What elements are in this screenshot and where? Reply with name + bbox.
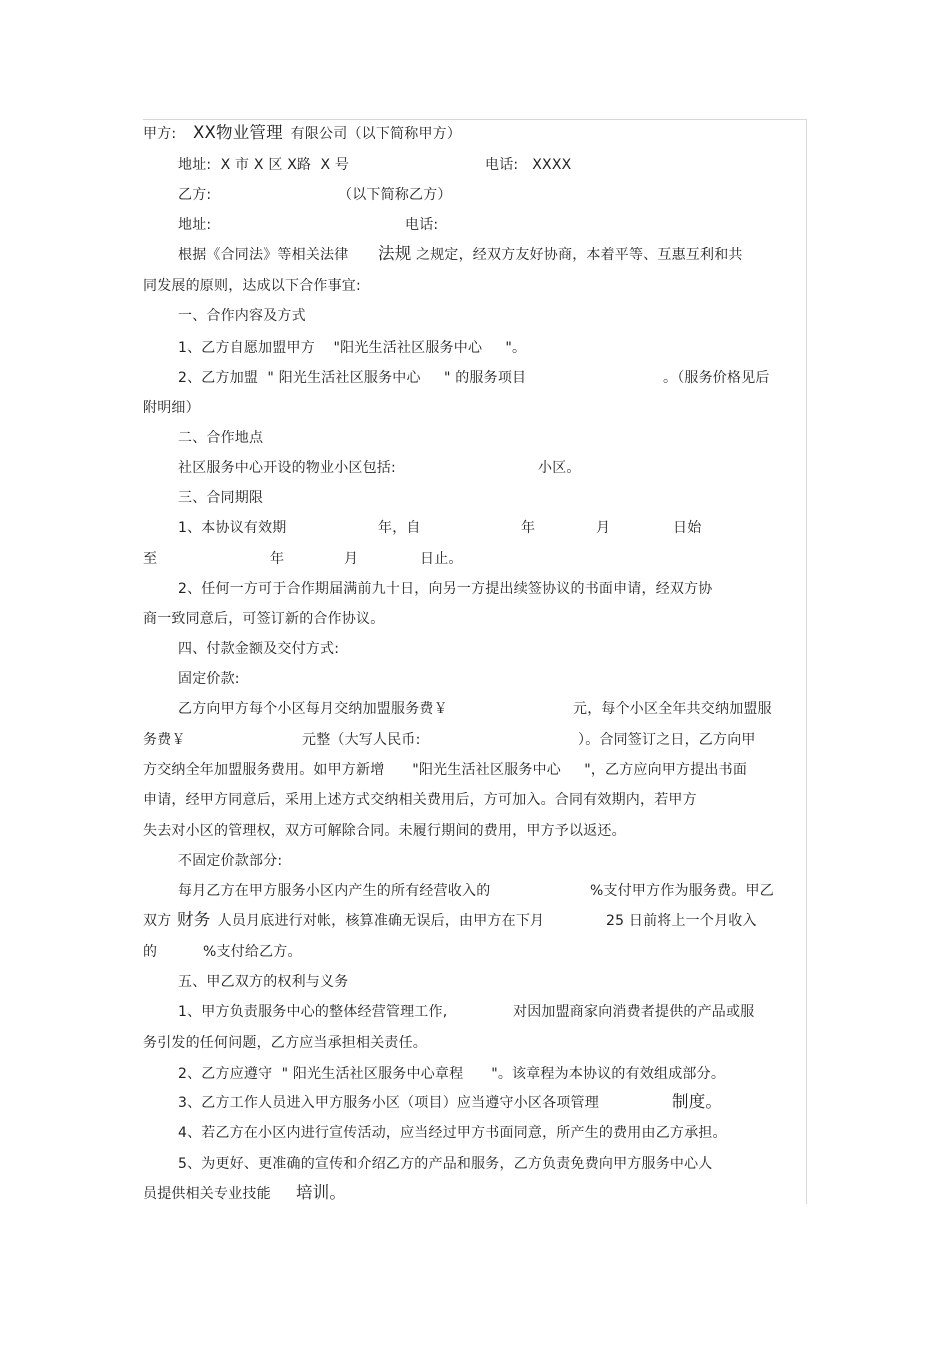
party-a-phone: 电话: XXXX: [485, 157, 572, 173]
preamble-part1: 根据《合同法》等相关法律: [178, 247, 349, 263]
location-clause: 社区服务中心开设的物业小区包括:: [178, 460, 396, 476]
variable-price-line1: 每月乙方在甲方服务小区内产生的所有经营收入的: [178, 883, 491, 899]
term-end-day: 日止。: [420, 551, 463, 567]
preamble-part2: 之规定，经双方友好协商，本着平等、互惠互利和共: [416, 247, 743, 263]
preamble-line2: 同发展的原则，达成以下合作事宜:: [143, 278, 361, 294]
variable-price-line3-end: %支付给乙方。: [203, 944, 302, 960]
party-b-label: 乙方:: [178, 187, 212, 203]
variable-price-line1-end: %支付甲方作为服务费。甲乙: [590, 883, 774, 899]
variable-price-line2-start: 双方: [143, 913, 177, 929]
duty-2: 2、乙方应遵守 " 阳光生活社区服务中心章程 "。该章程为本协议的有效组成部分。: [178, 1066, 726, 1082]
fixed-price-heading: 固定价款:: [178, 671, 240, 687]
clause-1-2: 2、乙方加盟 " 阳光生活社区服务中心 " 的服务项目: [178, 370, 527, 386]
variable-price-line3-start: 的: [143, 944, 158, 960]
fixed-price-line1-end: 元，每个小区全年共交纳加盟服: [573, 701, 772, 717]
term-year-from: 年，自: [378, 520, 421, 536]
fixed-price-line3: 方交纳全年加盟服务费用。如甲方新增 "阳光生活社区服务中心 "，乙方应向甲方提出书面: [143, 762, 748, 778]
term-start-month: 月: [596, 520, 611, 536]
party-b-phone: 电话:: [405, 217, 439, 233]
fixed-price-line2-mid: 元整（大写人民币:: [302, 732, 421, 748]
fixed-price-line5: 失去对小区的管理权，双方可解除合同。未履行期间的费用，甲方予以返还。: [143, 823, 626, 839]
clause-1-2-line2: 附明细）: [143, 400, 200, 416]
location-clause-end: 小区。: [538, 460, 581, 476]
section-3-heading: 三、合同期限: [178, 490, 264, 506]
term-clause: 1、本协议有效期: [178, 520, 287, 536]
duty-5: 5、为更好、更准确的宣传和介绍乙方的产品和服务，乙方负责免费向甲方服务中心人: [178, 1156, 713, 1172]
fixed-price-line1: 乙方向甲方每个小区每月交纳加盟服务费￥: [178, 701, 448, 717]
party-a-address: 地址: X 市 X 区 X路 X 号: [178, 157, 350, 173]
renewal-clause: 2、任何一方可于合作期届满前九十日，向另一方提出续签协议的书面申请，经双方协: [178, 581, 713, 597]
party-b-suffix: （以下简称乙方）: [338, 187, 452, 203]
section-5-heading: 五、甲乙双方的权利与义务: [178, 974, 349, 990]
party-b-address: 地址:: [178, 217, 212, 233]
variable-price-line2-end: 25 日前将上一个月收入: [606, 913, 757, 929]
preamble-law: 法规: [378, 244, 412, 263]
section-1-heading: 一、合作内容及方式: [178, 308, 306, 324]
duty-5-training: 培训。: [296, 1183, 347, 1202]
fixed-price-line2-end: ）。合同签订之日，乙方向甲: [578, 732, 756, 748]
term-start-year: 年: [521, 520, 536, 536]
duty-1: 1、甲方负责服务中心的整体经营管理工作,: [178, 1004, 448, 1020]
duty-3-rules: 制度。: [672, 1092, 723, 1111]
party-a-suffix: 有限公司（以下简称甲方）: [286, 126, 462, 142]
term-start-day: 日始: [673, 520, 702, 536]
term-end-month: 月: [344, 551, 359, 567]
duty-3: 3、乙方工作人员进入甲方服务小区（项目）应当遵守小区各项管理: [178, 1095, 599, 1111]
section-4-heading: 四、付款金额及交付方式:: [178, 641, 340, 657]
duty-4: 4、若乙方在小区内进行宣传活动，应当经过甲方书面同意，所产生的费用由乙方承担。: [178, 1125, 727, 1141]
party-a-name: XX物业管理: [193, 123, 283, 142]
duty-5-line2: 员提供相关专业技能: [143, 1186, 271, 1202]
section-2-heading: 二、合作地点: [178, 430, 264, 446]
fixed-price-line2: 务费￥: [143, 732, 186, 748]
variable-price-finance: 财务: [177, 910, 211, 929]
renewal-clause-line2: 商一致同意后，可签订新的合作协议。: [143, 611, 385, 627]
term-to: 至: [143, 551, 158, 567]
duty-1-line2: 务引发的任何问题，乙方应当承担相关责任。: [143, 1035, 427, 1051]
clause-1-1: 1、乙方自愿加盟甲方 "阳光生活社区服务中心 "。: [178, 340, 527, 356]
term-end-year: 年: [270, 551, 285, 567]
fixed-price-line4: 申请，经甲方同意后，采用上述方式交纳相关费用后，方可加入。合同有效期内，若甲方: [143, 792, 697, 808]
variable-price-heading: 不固定价款部分:: [178, 853, 283, 869]
variable-price-line2-mid: 人员月底进行对帐，核算准确无误后，由甲方在下月: [213, 913, 545, 929]
party-a-label: 甲方:: [143, 126, 186, 142]
duty-1-end: 对因加盟商家向消费者提供的产品或服: [513, 1004, 755, 1020]
clause-1-2-end: 。（服务价格见后: [663, 370, 770, 386]
